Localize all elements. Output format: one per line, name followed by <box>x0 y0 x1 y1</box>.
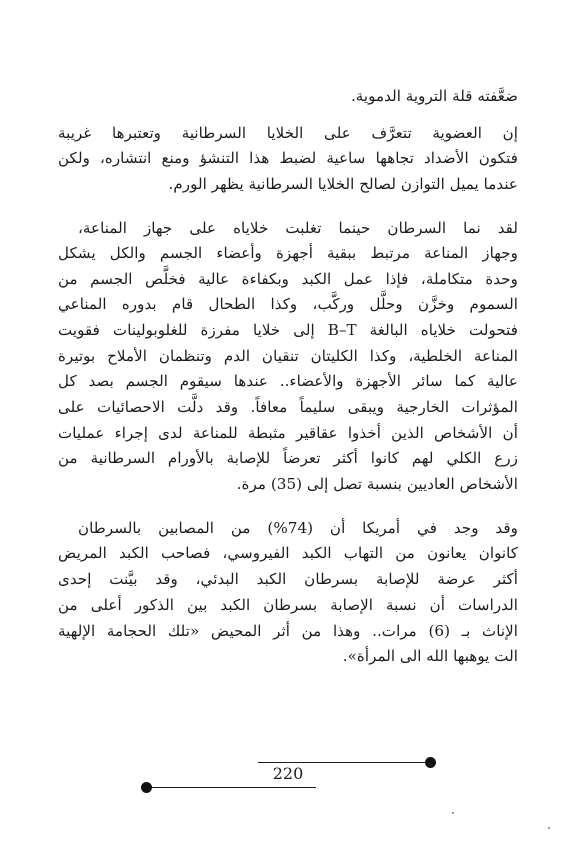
text-line: إن العضوية تتعرَّف على الخلايا السرطانية وتعتبرها غريبة <box>58 124 518 142</box>
text-line: السموم وخزَّن وحلَّل وركَّب، وكذا الطحال قام بدوره المناعي <box>58 295 518 313</box>
text-line: عندما يميل التوازن لصالح الخلايا السرطانية يظهر الورم. <box>168 175 518 193</box>
footer-dot-right <box>425 757 436 768</box>
text-line: أن الأشخاص الذين أخذوا عقاقير مثبطة للمناعة لدى إجراء عمليات <box>58 424 518 442</box>
text-line: وحدة متكاملة، فإذا عمل الكبد وبكفاءة عالية فخلَّص الجسم من <box>58 270 518 288</box>
text-line: عالية كما سائر الأجهزة والأعضاء.. عندها سيقوم الجسم بصد كل <box>58 372 518 390</box>
text-line: فتحولت خلاياه البالغة B–T إلى خلايا مفرزة للغلوبولينات فقويت <box>58 321 519 339</box>
text-line: الدراسات أن نسبة الإصابة بسرطان الكبد بين الذكور أعلى من <box>58 596 518 614</box>
text-line: لقد نما السرطان حينما تغلبت خلاياه على جهاز المناعة، <box>78 219 518 237</box>
scan-speck <box>452 812 454 814</box>
text-line: الت يوهبها الله الى المرأة». <box>342 647 518 665</box>
text-line: وقد وجد في أمريكا أن (74%) من المصابين بالسرطان <box>78 519 518 537</box>
text-line: ضعَّفته قلة التروية الدموية. <box>350 87 518 105</box>
text-line: المؤثرات الخارجية ويبقى سليماً معافاً. وقد دلَّت الاحصائيات على <box>58 398 518 416</box>
text-line: المناعة الخلطية، وكذا الكليتان تنقيان الدم وتنظمان الأملاح بوتيرة <box>58 347 518 365</box>
text-line: زرع الكلي لهم كانوا أكثر تعرضاً للإصابة بالأورام السرطانية من <box>58 449 518 467</box>
text-line: الإناث بـ (6) مرات.. وهذا من أثر المحيض «تلك الحجامة الإلهية <box>58 622 518 640</box>
footer-rule-top <box>258 762 430 763</box>
page-number: 220 <box>272 764 304 783</box>
text-line: أكثر عرضة للإصابة بسرطان الكبد البدئي، وقد بيَّنت إحدى <box>58 570 518 588</box>
text-line: فتكون الأضداد تجاهها ساعية لضبط هذا التنشؤ ومنع انتشاره، ولكن <box>58 149 518 167</box>
text-line: الأشخاص العاديين بنسبة تصل إلى (35) مرة. <box>236 475 518 493</box>
text-line: كانوان يعانون من التهاب الكبد الفيروسي، فصاحب الكبد المريض <box>58 544 518 562</box>
footer-rule-bottom <box>146 787 316 788</box>
text-line: وجهاز المناعة مرتبط ببقية أجهزة وأعضاء الجسم والكل يشكل <box>58 244 518 262</box>
footer-dot-left <box>141 782 152 793</box>
scan-speck <box>548 827 550 829</box>
